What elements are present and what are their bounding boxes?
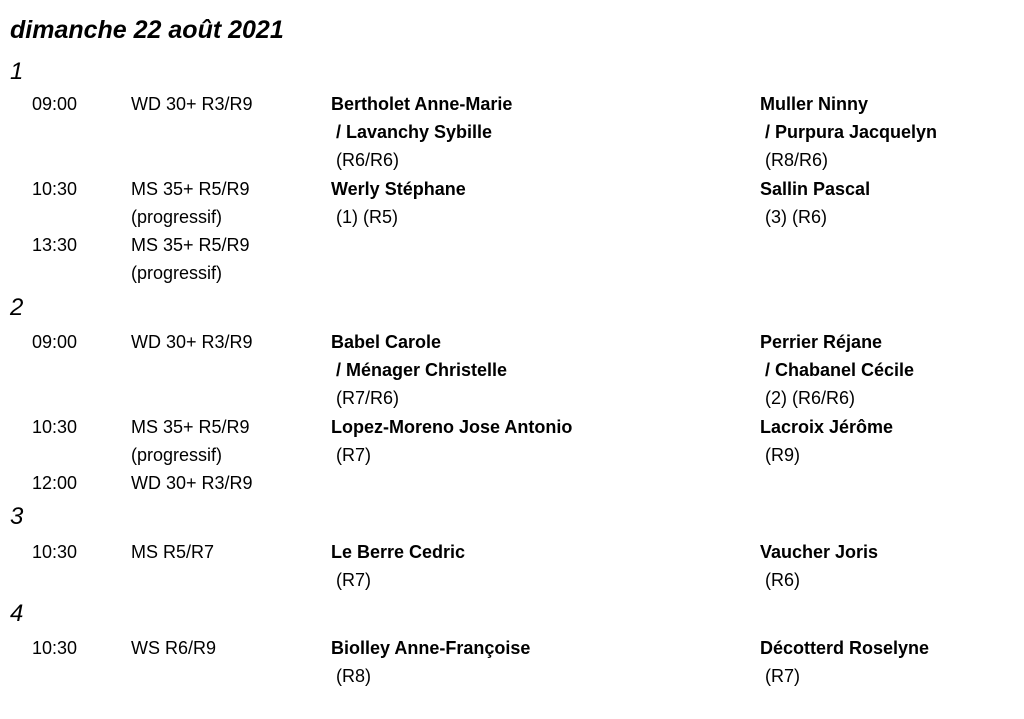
court-heading: 1 [10, 58, 24, 85]
player2-name: Sallin Pascal [760, 179, 871, 199]
player2-partner: / Chabanel Cécile [765, 360, 915, 380]
player2-name: Décotterd Roselyne [760, 638, 930, 658]
player1-name: Bertholet Anne-Marie [331, 94, 513, 114]
player2-name: Muller Ninny [760, 94, 869, 114]
match-time: 13:30 [32, 235, 78, 255]
match-event-mode: (progressif) [131, 207, 223, 227]
match-event: MS 35+ R5/R9 [131, 417, 250, 437]
page-title: dimanche 22 août 2021 [10, 16, 284, 44]
player1-rank: (R7) [336, 445, 371, 465]
player1-partner: / Lavanchy Sybille [336, 122, 493, 142]
player1-name: Babel Carole [331, 332, 442, 352]
match-time: 10:30 [32, 638, 78, 658]
match-time: 10:30 [32, 542, 78, 562]
match-event: WD 30+ R3/R9 [131, 332, 253, 352]
player1-rank: (R6/R6) [336, 150, 400, 170]
match-time: 10:30 [32, 417, 78, 437]
match-time: 09:00 [32, 94, 78, 114]
player1-rank: (1) (R5) [336, 207, 398, 227]
player2-name: Vaucher Joris [760, 542, 879, 562]
match-event-mode: (progressif) [131, 445, 223, 465]
player1-name: Biolley Anne-Françoise [331, 638, 531, 658]
player1-name: Lopez-Moreno Jose Antonio [331, 417, 573, 437]
match-time: 12:00 [32, 473, 78, 493]
player2-rank: (2) (R6/R6) [765, 388, 856, 408]
player1-partner: / Ménager Christelle [336, 360, 508, 380]
match-event: WD 30+ R3/R9 [131, 473, 253, 493]
match-event: WD 30+ R3/R9 [131, 94, 253, 114]
court-heading: 3 [10, 503, 24, 530]
player2-partner: / Purpura Jacquelyn [765, 122, 938, 142]
match-event: MS R5/R7 [131, 542, 215, 562]
player2-rank: (R8/R6) [765, 150, 829, 170]
player2-rank: (R7) [765, 666, 800, 686]
player1-name: Le Berre Cedric [331, 542, 466, 562]
player1-name: Werly Stéphane [331, 179, 466, 199]
match-event: WS R6/R9 [131, 638, 217, 658]
match-time: 10:30 [32, 179, 78, 199]
match-event: MS 35+ R5/R9 [131, 235, 250, 255]
player2-name: Perrier Réjane [760, 332, 883, 352]
player2-rank: (R6) [765, 570, 800, 590]
player2-name: Lacroix Jérôme [760, 417, 894, 437]
player2-rank: (3) (R6) [765, 207, 827, 227]
player2-rank: (R9) [765, 445, 800, 465]
match-time: 09:00 [32, 332, 78, 352]
player1-rank: (R7/R6) [336, 388, 400, 408]
match-event-mode: (progressif) [131, 263, 223, 283]
player1-rank: (R8) [336, 666, 371, 686]
player1-rank: (R7) [336, 570, 371, 590]
court-heading: 4 [10, 600, 24, 627]
match-event: MS 35+ R5/R9 [131, 179, 250, 199]
court-heading: 2 [10, 294, 24, 321]
